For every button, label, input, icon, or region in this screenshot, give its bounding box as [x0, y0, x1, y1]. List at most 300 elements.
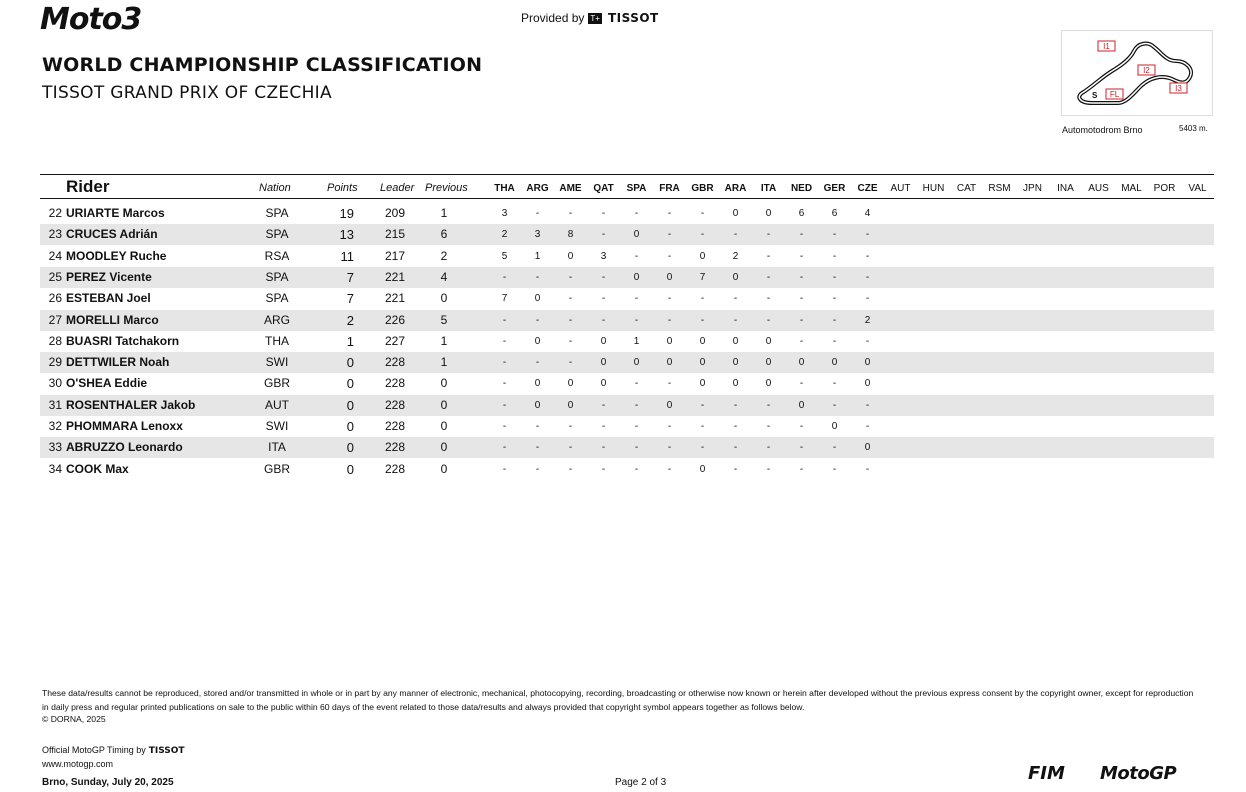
race-result-cell: 0 — [633, 357, 640, 369]
circuit-length: 5403 m. — [1179, 124, 1208, 133]
previous-cell: 0 — [440, 461, 448, 476]
position-cell: 32 — [48, 419, 62, 433]
leader-gap-cell: 228 — [384, 461, 406, 476]
previous-cell: 1 — [440, 355, 448, 370]
race-result-cell: 0 — [567, 399, 574, 411]
timing-label: Official MotoGP Timing by — [42, 745, 146, 755]
race-result-cell: - — [799, 442, 804, 454]
col-race-gbr: GBR — [691, 183, 714, 194]
race-result-cell: - — [733, 421, 738, 432]
nation-cell: SWI — [265, 355, 289, 370]
leader-gap-cell: 228 — [384, 397, 406, 412]
rider-name-cell: ROSENTHALER Jakob — [66, 397, 196, 412]
race-result-cell: 0 — [864, 378, 871, 390]
race-result-cell: 0 — [765, 378, 772, 390]
points-cell: 0 — [346, 355, 354, 371]
race-result-cell: - — [733, 314, 738, 326]
race-result-cell: - — [700, 442, 705, 454]
race-result-cell: - — [502, 314, 507, 326]
race-result-cell: - — [601, 293, 606, 305]
table-row — [40, 224, 1214, 245]
moto3-logo: Moto3 — [40, 2, 142, 37]
rider-name-cell: PEREZ Vicente — [66, 269, 152, 284]
race-result-cell: 0 — [567, 250, 574, 262]
points-cell: 19 — [339, 206, 354, 221]
leader-gap-cell: 227 — [384, 333, 406, 348]
race-result-cell: - — [568, 293, 573, 305]
race-result-cell: - — [502, 271, 507, 283]
race-result-cell: - — [865, 271, 870, 283]
col-race-jpn: JPN — [1023, 183, 1042, 194]
race-result-cell: 0 — [798, 357, 805, 369]
page-number: Page 2 of 3 — [615, 777, 667, 788]
col-race-arg: ARG — [526, 183, 549, 194]
table-row — [40, 246, 1214, 267]
race-result-cell: - — [601, 314, 606, 326]
position-cell: 24 — [48, 248, 62, 263]
tissot-cross-icon: T+ — [590, 14, 600, 23]
race-result-cell: - — [766, 229, 771, 241]
nation-cell: ITA — [268, 440, 286, 455]
previous-cell: 4 — [440, 269, 448, 284]
col-race-spa: SPA — [626, 183, 647, 194]
table-header-rule — [40, 198, 1214, 199]
race-result-cell: - — [667, 293, 672, 305]
race-result-cell: 1 — [633, 335, 640, 347]
points-cell: 11 — [340, 248, 354, 264]
race-result-cell: - — [766, 293, 771, 305]
col-race-ger: GER — [823, 183, 846, 194]
rider-name-cell: DETTWILER Noah — [66, 355, 170, 370]
race-result-cell: - — [601, 463, 606, 475]
race-result-cell: - — [502, 378, 507, 390]
race-result-cell: - — [865, 399, 870, 411]
col-previous: Previous — [425, 182, 468, 194]
circuit-name: Automotodrom Brno — [1062, 125, 1143, 135]
rider-name-cell: CRUCES Adrián — [66, 227, 158, 242]
race-result-cell: - — [766, 250, 771, 262]
race-result-cell: - — [799, 250, 804, 262]
table-row — [40, 267, 1214, 288]
race-result-cell: 0 — [600, 357, 607, 369]
race-result-cell: 0 — [732, 208, 739, 219]
rider-name-cell: O'SHEA Eddie — [66, 376, 148, 391]
marker-i1: I1 — [1103, 42, 1110, 51]
race-result-cell: - — [733, 293, 738, 305]
position-cell: 33 — [48, 440, 62, 455]
race-result-cell: - — [601, 271, 606, 283]
race-result-cell: - — [799, 378, 804, 390]
race-result-cell: - — [568, 314, 573, 326]
nation-cell: SPA — [265, 206, 289, 220]
rider-name-cell: URIARTE Marcos — [66, 206, 165, 220]
race-result-cell: - — [766, 421, 771, 432]
race-result-cell: - — [766, 399, 771, 411]
race-result-cell: - — [832, 399, 837, 411]
position-cell: 22 — [48, 206, 62, 220]
table-row — [40, 331, 1214, 352]
race-result-cell: 7 — [501, 293, 508, 305]
race-result-cell: - — [799, 421, 804, 432]
race-result-cell: - — [535, 314, 540, 326]
race-result-cell: - — [700, 293, 705, 305]
previous-cell: 6 — [440, 227, 448, 242]
position-cell: 34 — [48, 461, 62, 476]
race-result-cell: - — [733, 463, 738, 475]
race-result-cell: - — [865, 229, 870, 241]
previous-cell: 1 — [440, 333, 448, 348]
race-result-cell: - — [568, 357, 573, 369]
race-result-cell: - — [634, 463, 639, 475]
position-cell: 31 — [48, 397, 62, 412]
points-cell: 7 — [346, 269, 354, 285]
race-result-cell: - — [865, 421, 870, 432]
col-race-mal: MAL — [1121, 183, 1142, 194]
race-result-cell: - — [601, 229, 606, 241]
race-result-cell: 0 — [732, 378, 739, 390]
col-race-tha: THA — [494, 183, 515, 194]
race-result-cell: 0 — [600, 378, 607, 390]
table-row — [40, 437, 1214, 458]
race-result-cell: - — [832, 463, 837, 475]
col-race-ned: NED — [790, 183, 813, 194]
race-result-cell: - — [634, 250, 639, 262]
date-location: Brno, Sunday, July 20, 2025 — [42, 777, 174, 788]
race-result-cell: - — [667, 463, 672, 475]
race-result-cell: 0 — [765, 335, 772, 347]
race-result-cell: - — [667, 229, 672, 241]
race-result-cell: - — [799, 463, 804, 475]
race-result-cell: - — [700, 208, 705, 219]
col-race-por: POR — [1153, 183, 1176, 194]
race-result-cell: - — [667, 314, 672, 326]
race-result-cell: 0 — [534, 335, 541, 347]
race-result-cell: 0 — [699, 250, 706, 262]
position-cell: 28 — [48, 333, 62, 348]
col-race-qat: QAT — [593, 183, 614, 194]
race-result-cell: 0 — [831, 421, 838, 432]
points-cell: 0 — [346, 397, 354, 413]
race-result-cell: - — [832, 378, 837, 390]
col-race-hun: HUN — [922, 183, 945, 194]
leader-gap-cell: 221 — [384, 291, 406, 306]
race-result-cell: 6 — [831, 208, 838, 219]
race-result-cell: - — [568, 463, 573, 475]
race-result-cell: - — [832, 229, 837, 241]
nation-cell: GBR — [263, 461, 290, 476]
race-result-cell: 0 — [732, 357, 739, 369]
points-cell: 2 — [346, 312, 354, 328]
nation-cell: THA — [265, 333, 289, 348]
race-result-cell: - — [733, 442, 738, 454]
leader-gap-cell: 215 — [384, 227, 406, 242]
race-result-cell: - — [502, 357, 507, 369]
race-result-cell: 0 — [600, 335, 607, 347]
points-cell: 0 — [346, 376, 354, 392]
race-result-cell: - — [634, 421, 639, 432]
race-result-cell: - — [832, 442, 837, 454]
table-top-rule — [40, 174, 1214, 175]
position-cell: 25 — [48, 269, 62, 284]
race-result-cell: - — [700, 314, 705, 326]
race-result-cell: 0 — [534, 399, 541, 411]
track-outline-icon — [1062, 31, 1212, 115]
motogp-logo: MotoGP — [1100, 763, 1177, 784]
race-result-cell: 0 — [666, 357, 673, 369]
race-result-cell: 5 — [501, 250, 508, 262]
race-result-cell: 0 — [732, 335, 739, 347]
previous-cell: 2 — [440, 248, 448, 263]
previous-cell: 0 — [440, 291, 448, 306]
race-result-cell: - — [568, 442, 573, 454]
table-row — [40, 352, 1214, 373]
position-cell: 27 — [48, 312, 62, 327]
rider-name-cell: MOODLEY Ruche — [66, 248, 167, 263]
nation-cell: SPA — [265, 227, 289, 242]
tissot-logo: TISSOT — [607, 11, 659, 25]
nation-cell: ARG — [263, 312, 290, 327]
race-result-cell: - — [832, 293, 837, 305]
race-result-cell: - — [865, 293, 870, 305]
nation-cell: SPA — [265, 269, 289, 284]
race-result-cell: - — [832, 314, 837, 326]
col-rider: Rider — [66, 177, 110, 196]
race-result-cell: 0 — [666, 399, 673, 411]
race-result-cell: - — [799, 293, 804, 305]
nation-cell: SWI — [265, 419, 289, 433]
col-race-aus: AUS — [1088, 183, 1109, 194]
leader-gap-cell: 228 — [384, 440, 406, 455]
race-result-cell: - — [667, 378, 672, 390]
col-race-cat: CAT — [956, 183, 977, 194]
race-result-cell: - — [799, 314, 804, 326]
table-row — [40, 416, 1214, 437]
leader-gap-cell: 221 — [384, 269, 406, 284]
race-result-cell: 3 — [534, 229, 541, 241]
race-result-cell: 0 — [765, 208, 772, 219]
previous-cell: 1 — [440, 206, 448, 220]
race-result-cell: - — [502, 442, 507, 454]
race-result-cell: - — [601, 421, 606, 432]
race-result-cell: - — [832, 250, 837, 262]
race-result-cell: 0 — [831, 357, 838, 369]
marker-finish: FL — [1109, 90, 1120, 99]
nation-cell: SPA — [265, 291, 289, 306]
race-result-cell: 7 — [699, 271, 706, 283]
race-result-cell: - — [634, 399, 639, 411]
race-result-cell: - — [568, 208, 573, 219]
position-cell: 26 — [48, 291, 62, 306]
race-result-cell: - — [601, 399, 606, 411]
fim-logo: FIM — [1028, 763, 1065, 784]
race-result-cell: - — [832, 271, 837, 283]
race-result-cell: - — [766, 463, 771, 475]
provided-by — [521, 11, 659, 25]
position-cell: 23 — [48, 227, 62, 242]
race-result-cell: - — [667, 421, 672, 432]
leader-gap-cell: 228 — [384, 376, 406, 391]
nation-cell: GBR — [263, 376, 290, 391]
col-race-val: VAL — [1188, 183, 1207, 194]
col-race-ina: INA — [1057, 183, 1074, 194]
nation-cell: AUT — [265, 397, 289, 412]
race-result-cell: - — [700, 399, 705, 411]
col-race-fra: FRA — [659, 183, 680, 194]
race-result-cell: 0 — [699, 357, 706, 369]
leader-gap-cell: 217 — [384, 248, 406, 263]
previous-cell: 0 — [440, 440, 448, 455]
previous-cell: 0 — [440, 376, 448, 391]
table-row — [40, 459, 1214, 480]
race-result-cell: - — [502, 421, 507, 432]
race-result-cell: - — [766, 271, 771, 283]
document-subtitle: TISSOT GRAND PRIX OF CZECHIA — [42, 83, 332, 103]
points-cell: 13 — [339, 227, 354, 243]
race-result-cell: 2 — [501, 229, 508, 241]
official-timing — [42, 745, 185, 756]
race-result-cell: - — [502, 463, 507, 475]
marker-start: S — [1092, 91, 1098, 100]
race-result-cell: - — [601, 442, 606, 454]
leader-gap-cell: 228 — [384, 419, 406, 433]
race-result-cell: - — [634, 293, 639, 305]
previous-cell: 0 — [440, 397, 448, 412]
provided-by-label: Provided by — [521, 11, 585, 25]
race-result-cell: 0 — [699, 378, 706, 390]
table-row — [40, 395, 1214, 416]
nation-cell: RSA — [264, 248, 290, 263]
race-result-cell: - — [799, 229, 804, 241]
col-race-ita: ITA — [760, 183, 777, 194]
position-cell: 30 — [48, 376, 62, 391]
rider-name-cell: MORELLI Marco — [66, 312, 159, 327]
race-result-cell: - — [766, 314, 771, 326]
tissot-logo-footer: TISSOT — [148, 746, 185, 756]
copyright-disclaimer: These data/results cannot be reproduced, stored and/or transmitted in whole or in part by any manner of electronic, mechanical, photocopying, recording, broadcasting or otherwise now known or herein after developed without the previous express consent by the copyright owner, except for reproduction in daily press and regular printed publications on sale to the public within 60 days of the event related to those data/results and always provided that copyright symbol appears together as follows below. — [42, 688, 1194, 712]
table-row — [40, 288, 1214, 309]
rider-name-cell: ABRUZZO Leonardo — [66, 440, 183, 455]
race-result-cell: - — [502, 335, 507, 347]
previous-cell: 5 — [440, 312, 448, 327]
race-result-cell: - — [667, 442, 672, 454]
race-result-cell: - — [733, 229, 738, 241]
table-row — [40, 373, 1214, 394]
race-result-cell: 2 — [732, 250, 739, 262]
table-row — [40, 310, 1214, 331]
race-result-cell: - — [502, 399, 507, 411]
col-nation: Nation — [259, 182, 291, 194]
race-result-cell: 2 — [864, 314, 871, 326]
race-result-cell: - — [535, 208, 540, 219]
race-result-cell: 6 — [798, 208, 805, 219]
race-result-cell: 3 — [600, 250, 607, 262]
marker-i3: I3 — [1175, 84, 1182, 93]
previous-cell: 0 — [440, 419, 448, 433]
race-result-cell: - — [634, 378, 639, 390]
col-race-ame: AME — [559, 183, 582, 194]
race-result-cell: - — [733, 399, 738, 411]
rider-name-cell: COOK Max — [66, 461, 129, 476]
race-result-cell: 4 — [864, 208, 871, 219]
col-points: Points — [327, 182, 358, 194]
race-result-cell: - — [568, 335, 573, 347]
race-result-cell: 1 — [534, 250, 541, 262]
race-result-cell: 0 — [666, 271, 673, 283]
race-result-cell: 0 — [534, 378, 541, 390]
document-title: WORLD CHAMPIONSHIP CLASSIFICATION — [42, 54, 483, 76]
race-result-cell: 0 — [699, 335, 706, 347]
col-race-cze: CZE — [857, 183, 878, 194]
points-cell: 0 — [346, 440, 354, 456]
race-result-cell: - — [568, 421, 573, 432]
race-result-cell: 0 — [765, 357, 772, 369]
race-result-cell: 3 — [501, 208, 508, 219]
track-map — [1061, 30, 1213, 116]
race-result-cell: 0 — [798, 399, 805, 411]
race-result-cell: - — [535, 357, 540, 369]
race-result-cell: - — [535, 463, 540, 475]
marker-i2: I2 — [1143, 66, 1150, 75]
col-race-rsm: RSM — [988, 183, 1011, 194]
leader-gap-cell: 226 — [384, 312, 406, 327]
race-result-cell: - — [700, 229, 705, 241]
leader-gap-cell: 228 — [384, 355, 406, 370]
race-result-cell: - — [634, 208, 639, 219]
race-result-cell: - — [832, 335, 837, 347]
race-result-cell: - — [634, 314, 639, 326]
race-result-cell: - — [535, 442, 540, 454]
race-result-cell: 0 — [864, 357, 871, 369]
rider-name-cell: PHOMMARA Lenoxx — [66, 419, 183, 433]
table-row — [40, 203, 1214, 224]
race-result-cell: - — [568, 271, 573, 283]
col-race-ara: ARA — [724, 183, 747, 194]
race-result-cell: 0 — [534, 293, 541, 305]
rider-name-cell: ESTEBAN Joel — [66, 291, 151, 306]
race-result-cell: - — [535, 421, 540, 432]
race-result-cell: - — [700, 421, 705, 432]
col-leader: Leader — [380, 182, 415, 194]
points-cell: 0 — [346, 419, 354, 434]
race-result-cell: - — [865, 335, 870, 347]
race-result-cell: - — [535, 271, 540, 283]
race-result-cell: - — [634, 442, 639, 454]
race-result-cell: 0 — [732, 271, 739, 283]
leader-gap-cell: 209 — [384, 206, 406, 220]
race-result-cell: 0 — [633, 271, 640, 283]
race-result-cell: 0 — [699, 463, 706, 475]
race-result-cell: - — [799, 271, 804, 283]
points-cell: 1 — [346, 333, 354, 349]
race-result-cell: - — [601, 208, 606, 219]
points-cell: 0 — [346, 461, 354, 477]
col-race-aut: AUT — [890, 183, 911, 194]
race-result-cell: 0 — [567, 378, 574, 390]
race-result-cell: 8 — [567, 229, 574, 241]
race-result-cell: - — [667, 250, 672, 262]
copyright-line: © DORNA, 2025 — [42, 714, 106, 724]
race-result-cell: - — [865, 250, 870, 262]
website-link[interactable]: www.motogp.com — [42, 759, 114, 769]
race-result-cell: - — [667, 208, 672, 219]
position-cell: 29 — [48, 355, 62, 370]
race-result-cell: 0 — [666, 335, 673, 347]
race-result-cell: - — [766, 442, 771, 454]
race-result-cell: 0 — [633, 229, 640, 241]
points-cell: 7 — [346, 291, 354, 307]
rider-name-cell: BUASRI Tatchakorn — [66, 333, 180, 348]
race-result-cell: 0 — [864, 442, 871, 454]
